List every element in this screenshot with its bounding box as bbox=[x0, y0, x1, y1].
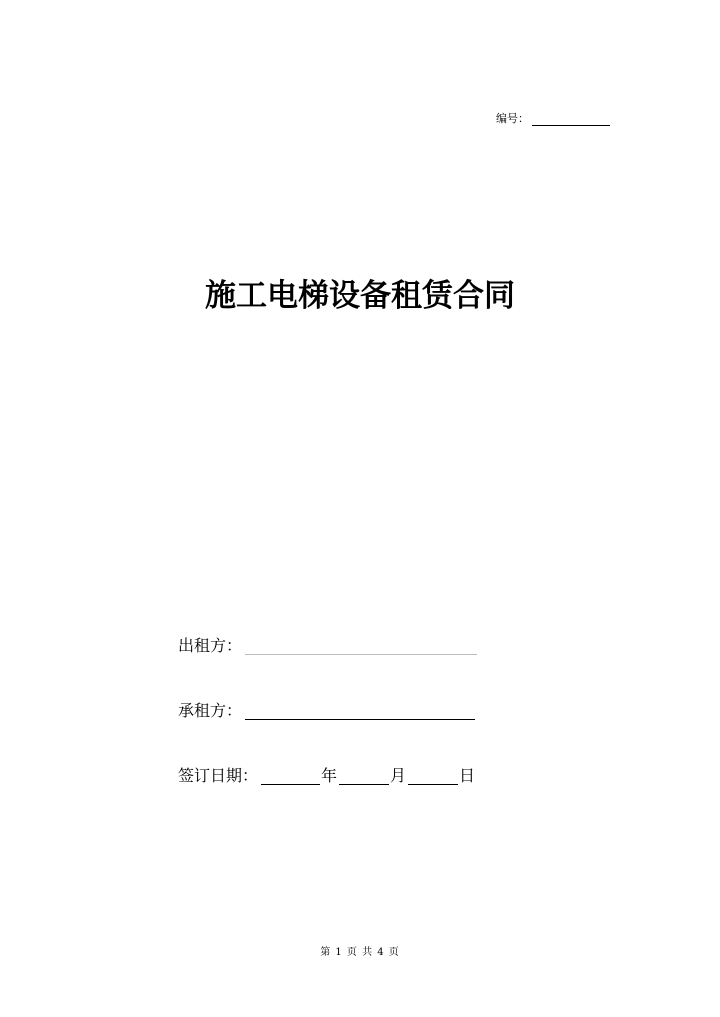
day-blank bbox=[408, 768, 458, 785]
lessee-row bbox=[178, 700, 475, 720]
page-footer: 第 1 页 共 4 页 bbox=[320, 947, 400, 958]
year-label: 年 bbox=[321, 766, 338, 785]
document-title: 施工电梯设备租赁合同 bbox=[205, 278, 515, 314]
day-label: 日 bbox=[459, 766, 476, 785]
lessor-label: 出租方： bbox=[178, 636, 243, 655]
lessor-row bbox=[178, 635, 477, 655]
serial-number-label: 编号： bbox=[496, 112, 529, 125]
serial-number-blank bbox=[532, 113, 610, 126]
lessor-blank bbox=[245, 638, 477, 655]
lessee-label: 承租方： bbox=[178, 701, 243, 720]
year-blank bbox=[261, 768, 320, 785]
signing-date-label: 签订日期： bbox=[178, 766, 259, 785]
lessee-blank bbox=[245, 703, 475, 720]
signing-date-row bbox=[178, 765, 475, 785]
serial-number-row bbox=[496, 110, 610, 126]
month-label: 月 bbox=[390, 766, 407, 785]
month-blank bbox=[339, 768, 389, 785]
